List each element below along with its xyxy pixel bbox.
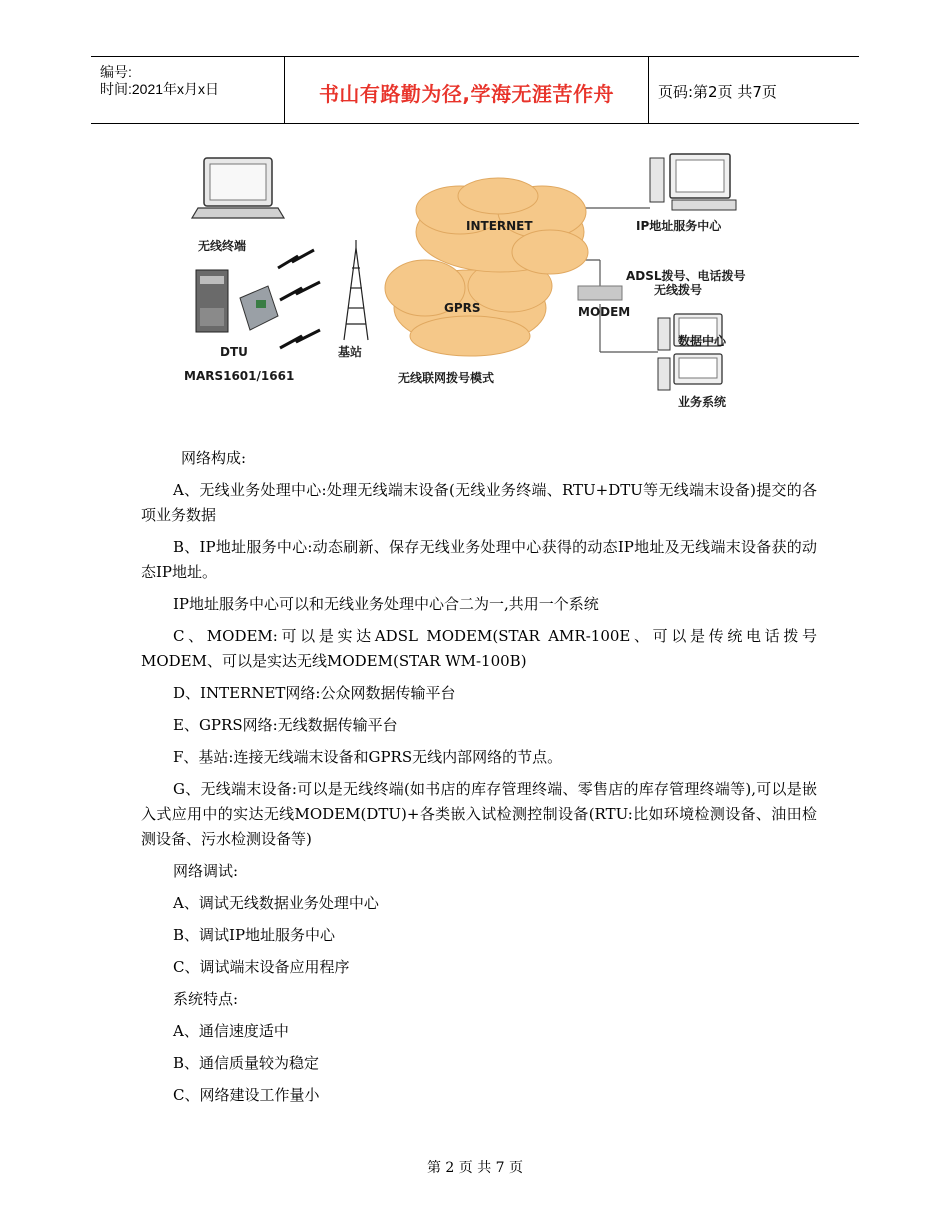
paragraph: 网络构成:: [181, 449, 247, 467]
network-diagram-svg: [180, 148, 780, 416]
label-dial-types-1: ADSL拨号、电话拨号: [626, 269, 746, 283]
wireless-signal-icons: [278, 250, 320, 348]
label-base-station: 基站: [338, 345, 363, 359]
paragraph: A、调试无线数据业务处理中心: [173, 894, 379, 912]
label-internet: INTERNET: [466, 219, 533, 233]
paragraph: 网络调试:: [173, 862, 239, 880]
document-body: [141, 446, 817, 1115]
label-dialup-mode: 无线联网拨号模式: [398, 371, 495, 385]
label-dial-types-2: 无线拨号: [654, 283, 703, 297]
label-data-center: 数据中心: [678, 334, 727, 348]
paragraph: C、网络建设工作量小: [173, 1086, 320, 1104]
label-wireless-terminal: 无线终端: [198, 239, 247, 253]
business-system-computer-icon: [658, 354, 722, 390]
modem-icon: [578, 286, 622, 300]
header-meta: [91, 57, 285, 123]
paragraph: 系统特点:: [173, 990, 239, 1008]
header-motto: 书山有路勤为径,学海无涯苦作舟: [318, 82, 615, 106]
paragraph: E、GPRS网络:无线数据传输平台: [173, 716, 398, 734]
ip-center-computer-icon: [650, 154, 736, 210]
header-page-cell: [649, 57, 859, 123]
label-business-system: 业务系统: [678, 395, 727, 409]
base-station-tower-icon: [344, 240, 368, 340]
header-page-info: 页码:第2页 共7页: [658, 83, 777, 101]
paragraph: D、INTERNET网络:公众网数据传输平台: [173, 684, 456, 702]
paragraph: F、基站:连接无线端末设备和GPRS无线内部网络的节点。: [173, 748, 563, 766]
paragraph: C、调试端末设备应用程序: [173, 958, 350, 976]
doc-number-label: 编号:: [100, 64, 132, 80]
label-gprs: GPRS: [444, 301, 481, 315]
paragraph: B、IP地址服务中心:动态刷新、保存无线业务处理中心获得的动态IP地址及无线端末设备获的动态IP地址。: [141, 538, 817, 581]
page-footer: 第 2 页 共 7 页: [426, 1160, 524, 1176]
paragraph: A、通信速度适中: [173, 1022, 289, 1040]
paragraph: B、通信质量较为稳定: [173, 1054, 320, 1072]
label-modem: MODEM: [578, 305, 631, 319]
laptop-icon: [192, 158, 284, 218]
paragraph: IP地址服务中心可以和无线业务处理中心合二为一,共用一个系统: [173, 595, 599, 613]
label-mars: MARS1601/1661: [184, 369, 295, 383]
paragraph: B、调试IP地址服务中心: [173, 926, 336, 944]
dtu-device-icon: [196, 270, 278, 332]
network-diagram: [180, 148, 780, 416]
paragraph: A、无线业务处理中心:处理无线端末设备(无线业务终端、RTU+DTU等无线端末设备)提交的各项业务数据: [141, 481, 817, 524]
page-header: [91, 56, 859, 124]
paragraph: C、MODEM:可以是实达ADSL MODEM(STAR AMR-100E、可以是传统电话拨号MODEM、可以是实达无线MODEM(STAR WM-100B): [141, 627, 817, 670]
doc-date-label: 时间:2021年x月x日: [100, 81, 220, 97]
paragraph: G、无线端末设备:可以是无线终端(如书店的库存管理终端、零售店的库存管理终端等),可以是嵌入式应用中的实达无线MODEM(DTU)+各类嵌入试检测控制设备(RTU:比如环境检测设备、油田检测设备、污水检测设备等): [141, 780, 817, 848]
header-motto-cell: [285, 57, 649, 123]
label-dtu: DTU: [220, 345, 248, 359]
label-ip-center: IP地址服务中心: [636, 219, 722, 233]
